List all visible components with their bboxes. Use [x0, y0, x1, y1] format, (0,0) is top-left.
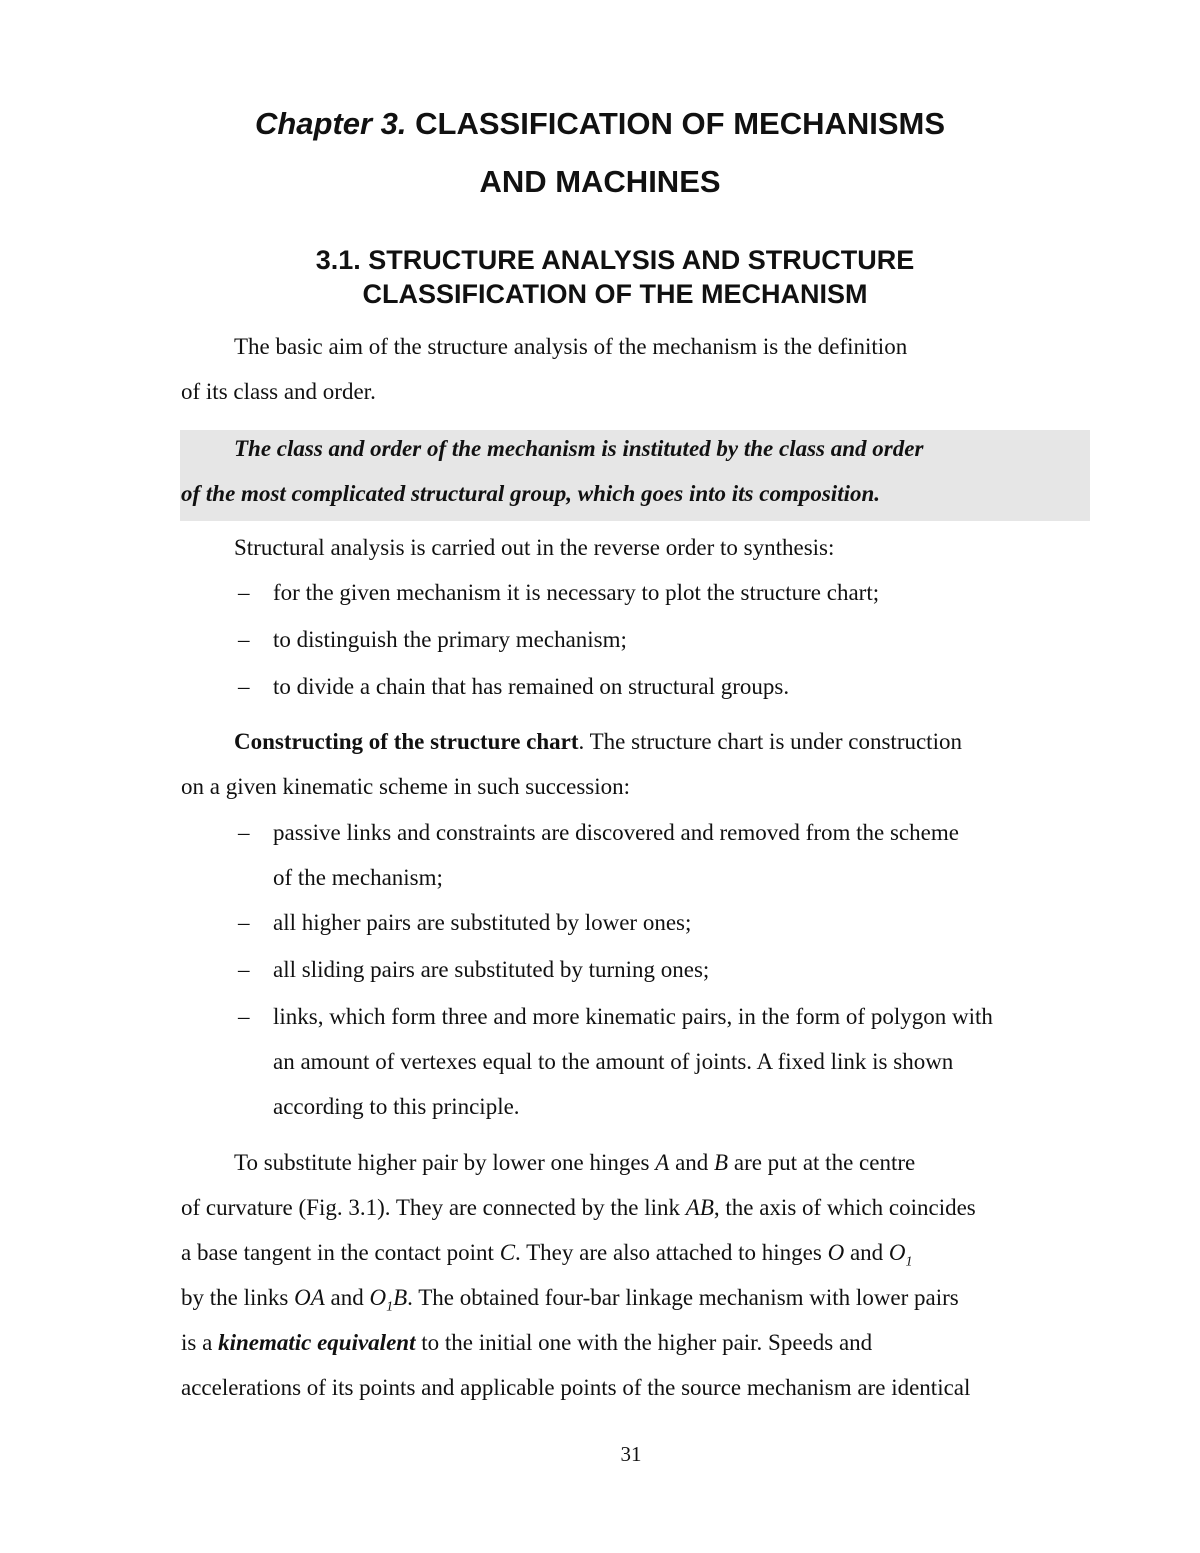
paragraph-line: of its class and order. [181, 379, 376, 404]
term-emphasis: kinematic equivalent [218, 1330, 416, 1355]
text-run: . They are also attached to hinges [515, 1240, 828, 1265]
bullet-dash: – [238, 1004, 250, 1029]
point-label: C [499, 1240, 516, 1265]
point-label: B [714, 1150, 729, 1175]
text-run: and [844, 1240, 889, 1265]
link-label: AB [685, 1195, 714, 1220]
bullet-dash: – [238, 957, 250, 982]
text-run: of curvature (Fig. 3.1). They are connected by the link [181, 1195, 686, 1220]
text-run: . The obtained four-bar linkage mechanism with lower pairs [407, 1285, 959, 1310]
text-run: are put at the centre [728, 1150, 916, 1175]
list-item-cont: of the mechanism; [273, 865, 443, 890]
subscript: 1 [905, 1254, 913, 1270]
chapter-label: Chapter 3. [254, 106, 407, 141]
bullet-dash: – [238, 910, 250, 935]
chapter-heading-line1 [0, 106, 1200, 142]
bullet-dash: – [238, 674, 250, 699]
subscript: 1 [386, 1299, 394, 1315]
page-number: 31 [620, 1442, 642, 1466]
bullet-dash: – [238, 820, 250, 845]
list-item: to divide a chain that has remained on structural groups. [273, 674, 790, 699]
paragraph-line [234, 1150, 1085, 1176]
text-run: a base tangent in the contact point [181, 1240, 500, 1265]
paragraph-line: on a given kinematic scheme in such succession: [181, 774, 631, 799]
list-item: links, which form three and more kinematic pairs, in the form of polygon with [273, 1004, 993, 1029]
paragraph-line [234, 729, 1085, 755]
paragraph-line [181, 1195, 1085, 1221]
list-item: to distinguish the primary mechanism; [273, 627, 627, 652]
text-run: O [888, 1240, 906, 1265]
link-label [369, 1285, 408, 1315]
list-item: all sliding pairs are substituted by turning ones; [273, 957, 710, 982]
highlight-line: The class and order of the mechanism is instituted by the class and order [234, 436, 924, 461]
paragraph-line: Structural analysis is carried out in the reverse order to synthesis: [234, 535, 835, 560]
bullet-dash: – [238, 627, 250, 652]
point-label: O [827, 1240, 845, 1265]
text-run: O [369, 1285, 387, 1310]
section-heading-line2: CLASSIFICATION OF THE MECHANISM [362, 279, 868, 309]
text-run: is a [181, 1330, 219, 1355]
text-run: To substitute higher pair by lower one hinges [234, 1150, 656, 1175]
chapter-title-line1: CLASSIFICATION OF MECHANISMS [415, 106, 946, 141]
text-run: and [669, 1150, 715, 1175]
chapter-title-line2: AND MACHINES [479, 164, 721, 199]
point-label: A [655, 1150, 670, 1175]
text-run: to the initial one with the higher pair. Speeds and [415, 1330, 873, 1355]
text-run: . The structure chart is under construction [578, 729, 962, 754]
paragraph-line [181, 1240, 1085, 1271]
paragraph-line: The basic aim of the structure analysis of the mechanism is the definition [234, 334, 908, 359]
paragraph-line [181, 1285, 1085, 1316]
link-label: OA [294, 1285, 325, 1310]
list-item: all higher pairs are substituted by lower ones; [273, 910, 692, 935]
list-item: for the given mechanism it is necessary to plot the structure chart; [273, 580, 880, 605]
text-run: B [393, 1285, 408, 1310]
list-item: passive links and constraints are discovered and removed from the scheme [273, 820, 959, 845]
text-run: by the links [181, 1285, 295, 1310]
paragraph-line: accelerations of its points and applicable points of the source mechanism are identical [181, 1375, 971, 1400]
paragraph-line [181, 1330, 1085, 1356]
point-label [888, 1240, 913, 1270]
text-run: , the axis of which coincides [713, 1195, 976, 1220]
list-item-cont: an amount of vertexes equal to the amount of joints. A fixed link is shown [273, 1049, 954, 1074]
section-heading-line1: 3.1. STRUCTURE ANALYSIS AND STRUCTURE [315, 245, 915, 275]
text-run: and [324, 1285, 370, 1310]
bold-lead: Constructing of the structure chart [234, 729, 579, 754]
bullet-dash: – [238, 580, 250, 605]
list-item-cont: according to this principle. [273, 1094, 520, 1119]
highlight-line: of the most complicated structural group, which goes into its composition. [181, 481, 881, 506]
